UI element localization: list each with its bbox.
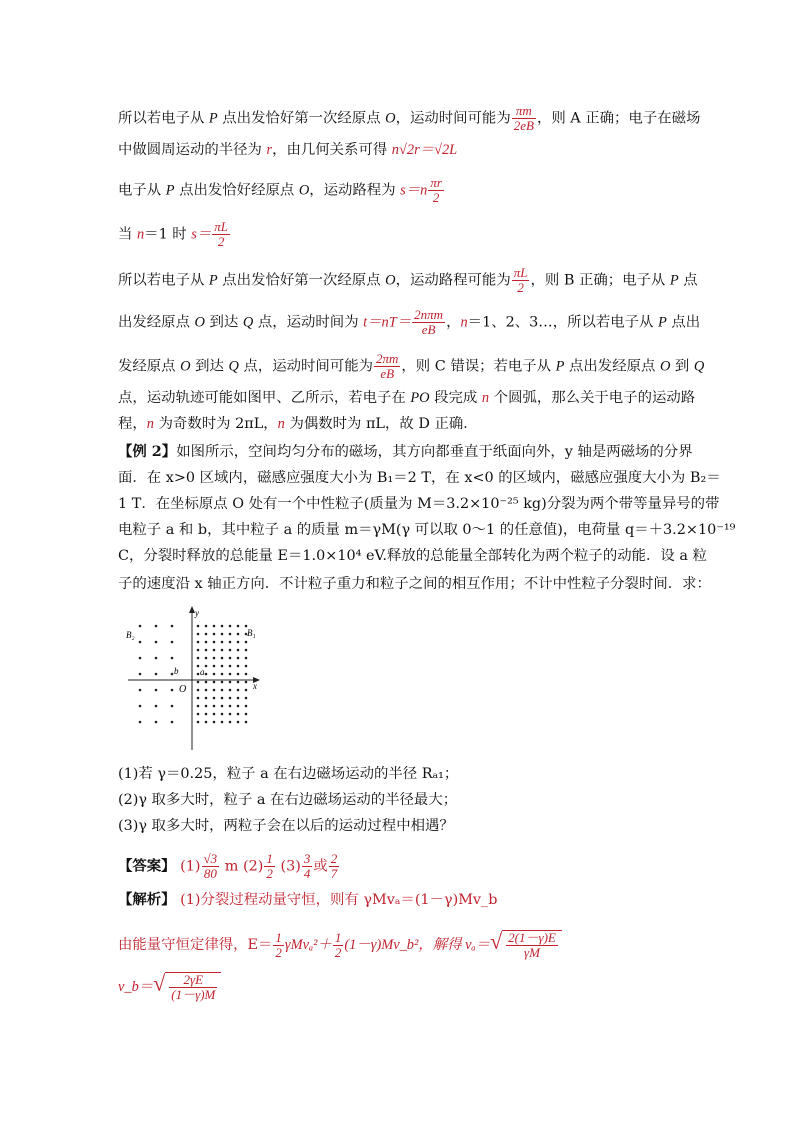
- field-dot: [205, 721, 208, 724]
- fraction: $\frac{1}{2}$: [266, 851, 273, 881]
- field-dot: [245, 721, 248, 724]
- answer-tag: 【答案】: [118, 857, 176, 875]
- text: 中做圆周运动的半径为: [118, 142, 267, 158]
- field-dot: [197, 673, 200, 676]
- field-dot: [221, 689, 224, 692]
- label-a: a: [200, 667, 205, 677]
- field-dot: [205, 633, 208, 636]
- field-dot: [229, 649, 232, 652]
- question-1: (1)若 γ＝0.25，粒子 a 在右边磁场运动的半径 Rₐ₁；: [118, 766, 459, 782]
- field-dot: [213, 649, 216, 652]
- text: ，由几何关系可得: [272, 142, 392, 158]
- text: ，则 A 正确；电子在磁场: [536, 110, 701, 127]
- field-dot: [171, 673, 174, 676]
- field-dot: [205, 649, 208, 652]
- field-dot: [213, 625, 216, 628]
- solution-line-7: 发经原点 O 到达 Q 点，运动时间可能为 $\frac{2\pi m}{eB}$ ，则 C 错误；若电子从 P 点出发经原点 O 到 Q: [118, 351, 705, 381]
- field-dot: [213, 673, 216, 676]
- field-dot: [155, 657, 158, 660]
- example-line-2: 面．在 x>0 区域内，磁感应强度大小为 B₁＝2 T，在 x<0 的区域内，磁感应强度大小为 B₂＝: [118, 470, 721, 486]
- field-dot: [221, 649, 224, 652]
- question-2: (2)γ 取多大时，粒子 a 在右边磁场运动的半径最大；: [118, 792, 458, 808]
- example-line-1: 【例 2】如图所示，空间均匀分布的磁场，其方向都垂直于纸面向外，y 轴是两磁场的分界: [118, 443, 693, 460]
- solution-line-2: [118, 140, 457, 160]
- field-dot: [213, 689, 216, 692]
- field-dot: [197, 689, 200, 692]
- field-dot: [205, 689, 208, 692]
- field-dot: [221, 721, 224, 724]
- field-dot: [229, 713, 232, 716]
- field-dot: [229, 625, 232, 628]
- field-dot: [197, 633, 200, 636]
- field-dot: [221, 633, 224, 636]
- field-dot: [237, 713, 240, 716]
- field-dot: [229, 681, 232, 684]
- field-dots: [139, 625, 248, 724]
- field-dot: [245, 697, 248, 700]
- field-dot: [197, 641, 200, 644]
- field-dot: [139, 705, 142, 708]
- field-dot: [205, 625, 208, 628]
- field-dot: [245, 705, 248, 708]
- field-dot: [221, 713, 224, 716]
- field-dot: [237, 673, 240, 676]
- field-dot: [139, 689, 142, 692]
- fraction: $\frac{2}{7}$: [330, 851, 338, 881]
- field-dot: [245, 665, 248, 668]
- solution-line-9: 程，n 为奇数时为 2πL，n 为偶数时为 πL，故 D 正确．: [118, 416, 478, 432]
- field-dot: [197, 649, 200, 652]
- field-dot: [221, 641, 224, 644]
- field-dot: [155, 625, 158, 628]
- field-dot: [237, 705, 240, 708]
- text: ，运动时间可能为: [395, 110, 511, 127]
- field-dot: [237, 625, 240, 628]
- field-dot: [229, 705, 232, 708]
- field-dot: [237, 641, 240, 644]
- field-dot: [221, 697, 224, 700]
- field-dot: [237, 689, 240, 692]
- field-dot: [221, 657, 224, 660]
- field-dot: [221, 705, 224, 708]
- field-dot: [155, 721, 158, 724]
- fraction: $\frac{\pi L}{2}$: [214, 219, 229, 249]
- field-dot: [229, 721, 232, 724]
- field-dot: [213, 665, 216, 668]
- field-dot: [229, 665, 232, 668]
- fraction: $\frac{2\pi m}{eB}$: [375, 351, 399, 381]
- field-dot: [213, 713, 216, 716]
- solution-line-1: [118, 104, 700, 133]
- fraction: $\frac{1}{2}$: [334, 929, 342, 960]
- solution-line-3: 电子从 P 点出发恰好经原点 O，运动路程为 s＝n $\frac{\pi r}{2}$: [118, 175, 442, 205]
- field-dot: [237, 697, 240, 700]
- field-dot: [197, 665, 200, 668]
- field-dot: [171, 721, 174, 724]
- field-dot: [213, 657, 216, 660]
- solution-line-4: 当 n＝1 时 s＝ $\frac{\pi L}{2}$: [118, 219, 229, 249]
- fraction: $\frac{2\gamma E}{(1-\gamma)M}$: [171, 972, 216, 1002]
- example-line-4: 电粒子 a 和 b，其中粒子 a 的质量 m＝γM(γ 可以取 0～1 的任意值)，电荷量 q＝＋3.2×10⁻¹⁹: [118, 522, 736, 538]
- example-line-6: 子的速度沿 x 轴正方向．不计粒子重力和粒子之间的相互作用；不计中性粒子分裂时间．求：: [118, 576, 711, 592]
- field-dot: [213, 641, 216, 644]
- text: 所以若电子从: [118, 110, 209, 127]
- field-dot: [237, 665, 240, 668]
- label-x: x: [253, 681, 257, 691]
- solution-line-8: 点，运动轨迹可能如图甲、乙所示，若电子在 PO 段完成 n 个圆弧，那么关于电子的运动路: [118, 390, 696, 406]
- fraction: $\frac{3}{4}$: [303, 851, 311, 881]
- field-dot: [245, 713, 248, 716]
- example-line-5: C，分裂时释放的总能量 E＝1.0×10⁴ eV.释放的总能量全部转化为两个粒子的动能．设 a 粒: [118, 548, 707, 564]
- field-dot: [245, 649, 248, 652]
- label-b: b: [174, 666, 179, 676]
- var-P: P: [208, 110, 218, 127]
- field-dot: [139, 673, 142, 676]
- field-dot: [229, 633, 232, 636]
- label-y: y: [195, 608, 199, 618]
- field-dot: [205, 681, 208, 684]
- field-dot: [229, 673, 232, 676]
- field-dot: [197, 721, 200, 724]
- var-O: O: [385, 110, 396, 127]
- solution-line-6: 出发经原点 O 到达 Q 点，运动时间为 t＝nT＝ $\frac{\text{2nπm}}{eB}$ ，n＝1、2、3…，所以若电子从 P 点出: [118, 307, 701, 337]
- field-dot: [237, 657, 240, 660]
- field-dot: [205, 641, 208, 644]
- field-dot: [245, 673, 248, 676]
- equation: n√2r＝√2L: [391, 142, 458, 158]
- label-B1: B₁: [247, 628, 256, 638]
- field-dot: [213, 705, 216, 708]
- answer-line: 【答案】 (1) $\frac{√3}{80}$ m (2) $\frac{1}{2}$ (3) $\frac{3}{4}$ 或 $\frac{2}{7}$: [118, 851, 338, 881]
- field-dot: [205, 665, 208, 668]
- field-dot: [229, 697, 232, 700]
- sqrt-expression: √ $\frac{2\gamma E}{(1-\gamma)M}$: [153, 972, 221, 1002]
- fraction: $\frac{1}{2}$: [275, 929, 282, 960]
- field-dot: [205, 705, 208, 708]
- solution-analysis-line-1: 【解析】 (1)分裂过程动量守恒，则有 γMvₐ＝(1－γ)Mv_b: [118, 891, 498, 908]
- field-dot: [205, 673, 208, 676]
- solution-analysis-line-3: v_b＝√ $\frac{2\gamma E}{(1-\gamma)M}$: [118, 972, 221, 1002]
- field-dot: [221, 625, 224, 628]
- field-dot: [205, 713, 208, 716]
- sqrt-expression: √ $\frac{2(1-\gamma)E}{\gamma M}$: [490, 930, 562, 960]
- field-dot: [237, 721, 240, 724]
- fraction: $\frac{2(1-\gamma)E}{\gamma M}$: [508, 930, 556, 960]
- field-dot: [197, 705, 200, 708]
- field-dot: [221, 681, 224, 684]
- field-dot: [205, 657, 208, 660]
- field-dot: [139, 641, 142, 644]
- field-dot: [213, 721, 216, 724]
- field-dot: [197, 697, 200, 700]
- field-dot: [237, 633, 240, 636]
- field-dot: [139, 625, 142, 628]
- field-dot: [139, 657, 142, 660]
- fraction: $\frac{√3}{80}$: [203, 851, 218, 881]
- field-dot: [197, 713, 200, 716]
- field-dot: [171, 689, 174, 692]
- field-dot: [155, 705, 158, 708]
- field-dot: [155, 689, 158, 692]
- field-dot: [171, 705, 174, 708]
- field-dot: [213, 633, 216, 636]
- magnetic-field-diagram: [122, 604, 272, 754]
- analysis-tag: 【解析】: [118, 891, 176, 908]
- field-dot: [245, 689, 248, 692]
- field-dot: [229, 689, 232, 692]
- field-dot: [245, 681, 248, 684]
- fraction: $\frac{\pi L}{2}$: [513, 265, 528, 295]
- field-dot: [229, 641, 232, 644]
- field-dot: [171, 657, 174, 660]
- example-line-3: 1 T．在坐标原点 O 处有一个中性粒子(质量为 M＝3.2×10⁻²⁵ kg)分裂为两个带等量异号的带: [118, 496, 720, 512]
- field-dot: [139, 721, 142, 724]
- field-dot: [221, 665, 224, 668]
- field-dot: [221, 673, 224, 676]
- solution-analysis-line-2: 由能量守恒定律得，E＝ $\frac{1}{2}$ γMvₐ²＋ $\frac{1}{2}$ (1－γ)Mv_b²，解得 vₐ＝√ $\frac{2(1-\gamma)E}{\gamma M}$: [118, 930, 562, 960]
- solution-line-5: 所以若电子从 P 点出发恰好第一次经原点 O，运动路程可能为 $\frac{\pi L}{2}$ ，则 B 正确；电子从 P 点: [118, 265, 698, 295]
- field-dot: [245, 657, 248, 660]
- fraction: $\frac{\pi m}{2eB}$: [513, 103, 534, 133]
- text: 点出发恰好第一次经原点: [217, 110, 386, 127]
- example-tag: 【例 2】: [118, 443, 177, 460]
- field-dot: [237, 681, 240, 684]
- field-dot: [171, 641, 174, 644]
- label-O: O: [179, 684, 187, 695]
- field-dot: [229, 657, 232, 660]
- field-dot: [245, 641, 248, 644]
- fraction: $\frac{\pi r}{2}$: [430, 175, 442, 205]
- var-r: r: [266, 142, 273, 158]
- field-dot: [245, 625, 248, 628]
- field-dot: [205, 697, 208, 700]
- field-dot: [197, 625, 200, 628]
- question-3: (3)γ 取多大时，两粒子会在以后的运动过程中相遇？: [118, 818, 454, 834]
- field-dot: [171, 625, 174, 628]
- field-dot: [155, 673, 158, 676]
- field-dot: [213, 697, 216, 700]
- field-dot: [197, 657, 200, 660]
- field-dot: [155, 641, 158, 644]
- fraction: $\frac{\text{2nπm}}{eB}$: [414, 307, 444, 337]
- field-dot: [213, 681, 216, 684]
- field-dot: [237, 649, 240, 652]
- label-B2: B₂: [126, 630, 135, 640]
- field-dot: [197, 681, 200, 684]
